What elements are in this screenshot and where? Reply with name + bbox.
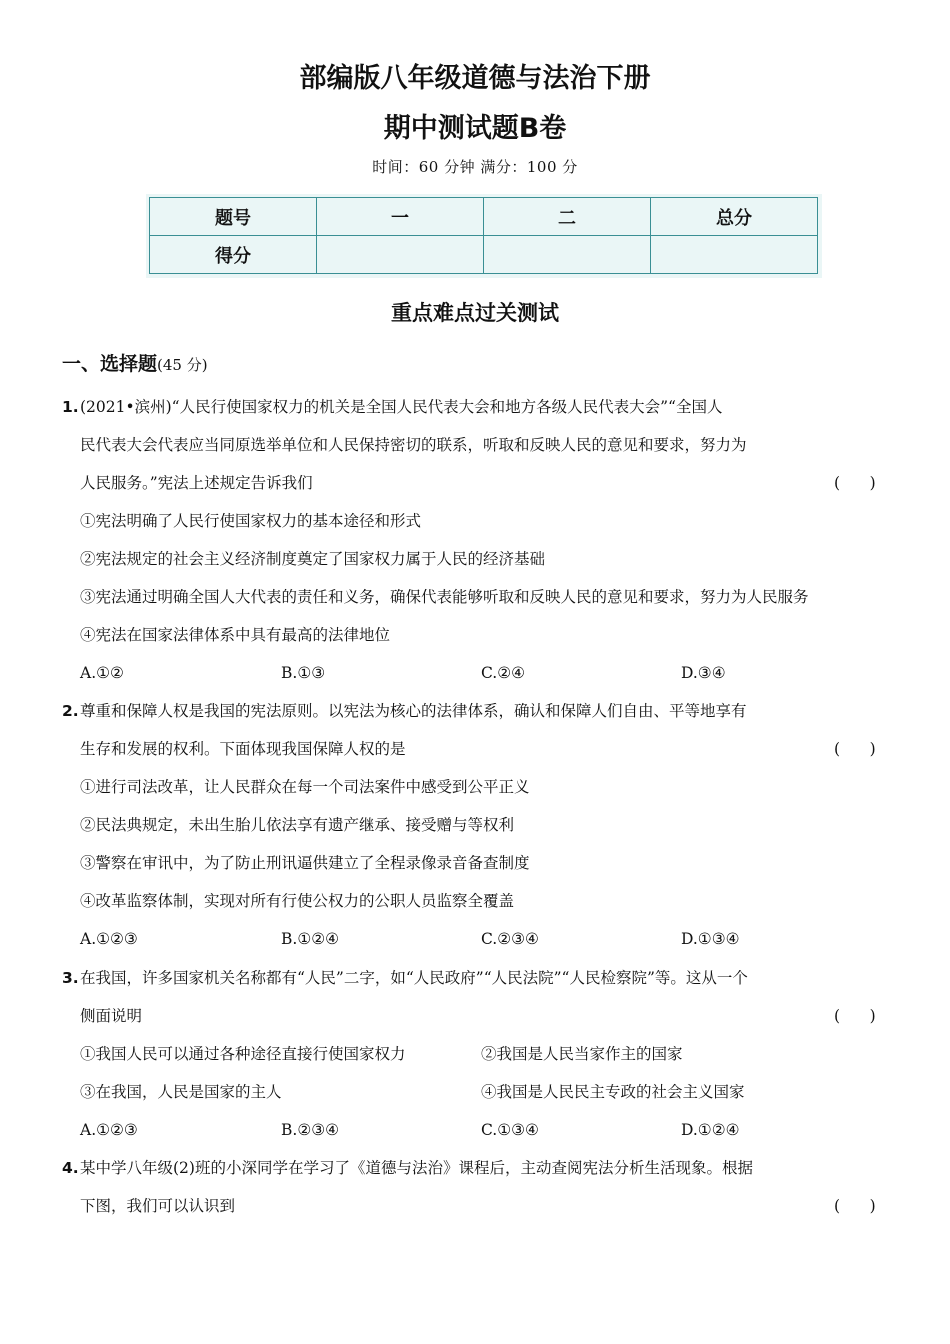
statement-item: ③在我国，人民是国家的主人 bbox=[80, 1083, 282, 1101]
statement-item: ②宪法规定的社会主义经济制度奠定了国家权力属于人民的经济基础 bbox=[80, 550, 546, 568]
part-points: (45 分) bbox=[157, 356, 208, 374]
answer-bracket[interactable]: ( ) bbox=[834, 740, 876, 758]
score-cell: 题号 bbox=[150, 198, 317, 236]
document-title: 部编版八年级道德与法治下册 bbox=[299, 63, 651, 94]
choice-d[interactable]: D.①②④ bbox=[681, 1121, 740, 1139]
choice-d[interactable]: D.③④ bbox=[681, 664, 726, 682]
question-stem-line: 民代表大会代表应当同原选举单位和人民保持密切的联系，听取和反映人民的意见和要求，努力为 bbox=[80, 436, 747, 454]
answer-bracket[interactable]: ( ) bbox=[834, 1007, 876, 1025]
statement-item: ②我国是人民当家作主的国家 bbox=[481, 1045, 683, 1063]
question-number: 2. bbox=[62, 702, 79, 720]
choice-c[interactable]: C.②③④ bbox=[481, 930, 539, 948]
statement-item: ④改革监察体制，实现对所有行使公权力的公职人员监察全覆盖 bbox=[80, 892, 515, 910]
question-stem-line: 在我国，许多国家机关名称都有“人民”二字，如“人民政府”“人民法院”“人民检察院”等。这从一个 bbox=[80, 969, 748, 987]
score-input-cell[interactable] bbox=[484, 236, 651, 274]
score-cell: 总分 bbox=[651, 198, 818, 236]
choice-b[interactable]: B.②③④ bbox=[281, 1121, 340, 1139]
question-stem-line: 人民服务。”宪法上述规定告诉我们 bbox=[80, 474, 313, 492]
choice-a[interactable]: A.①② bbox=[80, 664, 124, 682]
score-input-cell[interactable] bbox=[651, 236, 818, 274]
question-stem-line: (2021•滨州)“人民行使国家权力的机关是全国人民代表大会和地方各级人民代表大会”“全国人 bbox=[80, 398, 723, 416]
part-heading bbox=[62, 349, 208, 376]
choice-a[interactable]: A.①②③ bbox=[80, 930, 138, 948]
exam-meta: 时间：60 分钟 满分：100 分 bbox=[372, 158, 578, 176]
statement-item: ①进行司法改革，让人民群众在每一个司法案件中感受到公平正义 bbox=[80, 778, 530, 796]
score-cell: 二 bbox=[484, 198, 651, 236]
question-stem-line: 尊重和保障人权是我国的宪法原则。以宪法为核心的法律体系，确认和保障人们自由、平等地享有 bbox=[80, 702, 747, 720]
question-number: 4. bbox=[62, 1159, 79, 1177]
question-stem-line: 下图，我们可以认识到 bbox=[80, 1197, 236, 1215]
question-number: 3. bbox=[62, 969, 79, 987]
statement-item: ③警察在审讯中，为了防止刑讯逼供建立了全程录像录音备查制度 bbox=[80, 854, 530, 872]
section-title: 重点难点过关测试 bbox=[391, 301, 559, 325]
statement-item: ④我国是人民民主专政的社会主义国家 bbox=[481, 1083, 745, 1101]
answer-bracket[interactable]: ( ) bbox=[834, 474, 876, 492]
choice-c[interactable]: C.①③④ bbox=[481, 1121, 539, 1139]
score-input-cell[interactable] bbox=[317, 236, 484, 274]
statement-item: ②民法典规定，未出生胎儿依法享有遗产继承、接受赠与等权利 bbox=[80, 816, 515, 834]
statement-item: ③宪法通过明确全国人大代表的责任和义务，确保代表能够听取和反映人民的意见和要求，努力为人民服务 bbox=[80, 588, 809, 606]
statement-item: ①宪法明确了人民行使国家权力的基本途径和形式 bbox=[80, 512, 422, 530]
question-stem-line: 侧面说明 bbox=[80, 1007, 143, 1025]
score-table-score-row bbox=[150, 236, 818, 274]
document-subtitle: 期中测试题B卷 bbox=[383, 113, 567, 144]
answer-bracket[interactable]: ( ) bbox=[834, 1197, 876, 1215]
question-stem-line: 某中学八年级(2)班的小深同学在学习了《道德与法治》课程后，主动查阅宪法分析生活现象。根据 bbox=[80, 1159, 753, 1177]
choice-b[interactable]: B.①③ bbox=[281, 664, 326, 682]
choice-c[interactable]: C.②④ bbox=[481, 664, 526, 682]
score-cell: 一 bbox=[317, 198, 484, 236]
choice-b[interactable]: B.①②④ bbox=[281, 930, 340, 948]
score-table bbox=[149, 197, 818, 274]
statement-item: ④宪法在国家法律体系中具有最高的法律地位 bbox=[80, 626, 391, 644]
question-number: 1. bbox=[62, 398, 79, 416]
score-cell: 得分 bbox=[150, 236, 317, 274]
question-stem-line: 生存和发展的权利。下面体现我国保障人权的是 bbox=[80, 740, 406, 758]
statement-item: ①我国人民可以通过各种途径直接行使国家权力 bbox=[80, 1045, 406, 1063]
score-table-header-row bbox=[150, 198, 818, 236]
choice-a[interactable]: A.①②③ bbox=[80, 1121, 138, 1139]
part-label: 一、选择题 bbox=[62, 353, 158, 375]
choice-d[interactable]: D.①③④ bbox=[681, 930, 740, 948]
